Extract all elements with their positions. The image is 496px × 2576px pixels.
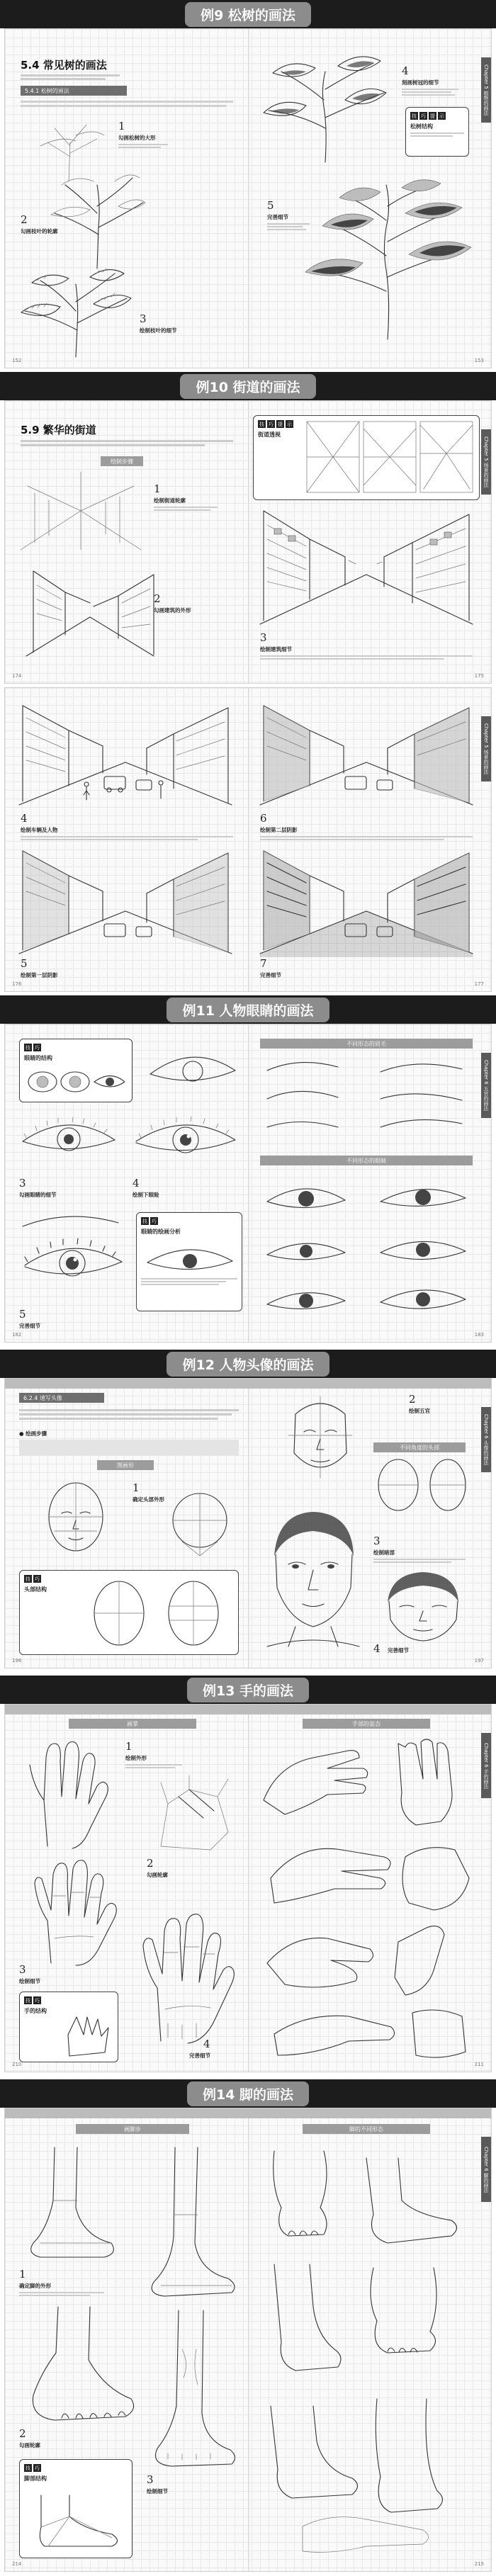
tip-box-head [19, 1570, 239, 1655]
hand-step4-sketch [133, 1903, 239, 2045]
step-caption: 绘制第一层阴影 [21, 972, 58, 978]
gutter [248, 401, 249, 683]
step-caption: 确定头部外形 [133, 1496, 164, 1503]
step-num: 1 [154, 482, 161, 495]
step-num: 3 [260, 631, 267, 644]
gutter [248, 688, 249, 991]
step-num: 1 [118, 120, 125, 132]
page-number: 177 [474, 981, 484, 987]
step-num: 4 [373, 1642, 381, 1655]
tip-icon: 技 [142, 1218, 147, 1224]
step-caption: 刻画树冠的细节 [402, 79, 439, 86]
tip-icon: 巧 [35, 1997, 40, 2004]
tip-heading: 眼睛的结构 [24, 1055, 52, 1061]
eye-step4-sketch [133, 1113, 239, 1170]
step-caption: 绘制第二层阴影 [260, 827, 298, 833]
hand-step1-sketch [19, 1736, 118, 1850]
page-number: 153 [474, 358, 484, 363]
step-num: 3 [140, 312, 147, 325]
step-num: 1 [19, 2268, 26, 2281]
banner-title: 例13 手的画法 [187, 1678, 309, 1702]
street-step1-sketch [21, 472, 141, 557]
step-caption: 完善细节 [260, 972, 281, 978]
street-step4-sketch [19, 702, 232, 808]
step-desc [402, 87, 458, 97]
tip-icon: 示 [439, 113, 444, 119]
banner-ex14 [0, 2079, 496, 2108]
step-caption: 绘制车辆及人物 [21, 827, 58, 833]
bar-angles: 不同角度的头部 [373, 1442, 466, 1452]
page-top-strip [5, 1379, 491, 1389]
step-caption: 绘制下眼睑 [133, 1192, 159, 1198]
page-number: 210 [12, 2062, 22, 2067]
hand-structure-diagram [62, 2013, 112, 2060]
step-caption: 勾画眼睛的细节 [19, 1192, 57, 1198]
street-step2-sketch [26, 564, 154, 663]
step-num: 1 [125, 1740, 133, 1753]
step-desc [21, 835, 233, 842]
section-title: 5.4 常见树的画法 [21, 59, 107, 72]
chapter-tab: Chapter 6 五官的画法 [481, 1053, 491, 1118]
step-caption: 绘制街道轮廓 [154, 497, 186, 504]
banner-title: 例12 人物头像的画法 [167, 1352, 329, 1377]
step-desc [19, 2290, 104, 2298]
tip-icon: 巧 [421, 113, 426, 119]
chapter-tab: Chapter 6 脚的画法 [481, 2137, 491, 2202]
spread-pine-tree [4, 28, 492, 368]
banner-title: 例10 街道的画法 [180, 374, 315, 399]
sub-bar: 6.2.4 速写头像 [19, 1393, 104, 1403]
tip-heading: 眼睛的绘画分析 [141, 1228, 181, 1235]
bullet-heading: ● 绘画步骤 [19, 1430, 47, 1437]
step-caption: 绘制建筑细节 [260, 646, 292, 653]
chapter-tab: Chapter 6 头像的画法 [481, 1407, 491, 1472]
step-num: 7 [260, 957, 267, 970]
tip-icon: 技 [26, 1576, 30, 1582]
eye-variations-sketches [260, 1173, 473, 1322]
tip-icon: 技 [26, 1044, 30, 1051]
tip-text [410, 132, 464, 137]
section-intro [21, 438, 233, 448]
step-num: 6 [260, 812, 267, 825]
step-num: 4 [133, 1177, 140, 1190]
step-desc [118, 142, 168, 149]
tip-icon: 巧 [35, 1576, 40, 1582]
tip-icon: 巧 [35, 2465, 40, 2471]
tip-icon: 巧 [35, 1044, 40, 1051]
step-caption: 绘制枝叶的细节 [140, 327, 177, 334]
step-caption: 勾画轮廓 [19, 2442, 40, 2448]
tip-icon: 提 [278, 421, 283, 427]
chapter-tab: Chapter 6 手的画法 [481, 1733, 491, 1798]
step-desc [267, 222, 310, 232]
step-caption: 绘制暗部 [373, 1549, 395, 1556]
intro-lines [21, 98, 233, 109]
bar-palm: 画掌 [69, 1719, 196, 1729]
spread-head [4, 1378, 492, 1668]
step-caption: 勾画轮廓 [147, 1872, 168, 1878]
step-caption: 勾画建筑的外形 [154, 607, 191, 614]
banner-ex12 [0, 1350, 496, 1378]
step-num: 4 [203, 2038, 210, 2050]
tip-icons [141, 1217, 237, 1225]
spread-eyes [4, 1024, 492, 1343]
bar-eyes: 不同形态的眼睛 [260, 1156, 473, 1165]
tip-icons [24, 1044, 128, 1051]
step-caption: 绘制细节 [19, 1978, 40, 1984]
head-step2-sketch [274, 1393, 366, 1485]
foot-structure-diagram [27, 2488, 126, 2552]
foot-step3-sketch [140, 2307, 239, 2470]
banner-title: 例14 脚的画法 [187, 2081, 309, 2106]
section-title: 5.9 繁华的街道 [21, 424, 96, 436]
tip-box-eye-structure [19, 1039, 133, 1102]
step-desc [373, 1557, 466, 1564]
banner-ex10 [0, 372, 496, 400]
page-number: 197 [474, 1658, 484, 1663]
tip-icon: 巧 [152, 1218, 157, 1224]
tip-heading: 手的结构 [24, 2008, 47, 2014]
step-num: 3 [373, 1535, 381, 1547]
page-number: 152 [12, 358, 22, 363]
street-step3-sketch [260, 507, 473, 628]
hand-construction-sketch [147, 1775, 239, 1853]
street-step5-sketch [19, 847, 232, 957]
tip-icons [24, 1996, 113, 2004]
tip-box-hand [19, 1992, 118, 2062]
step-caption: 确定脚的外形 [19, 2283, 51, 2289]
step-num: 5 [267, 199, 274, 212]
section-intro [19, 1407, 239, 1422]
head-step1-sketch [26, 1478, 125, 1563]
tip-icon: 技 [412, 113, 417, 119]
step-num: 3 [147, 2473, 154, 2486]
tip-icons [410, 112, 464, 120]
spread-hands [4, 1704, 492, 2072]
head-construction-sketch [161, 1485, 239, 1563]
step-num: 3 [19, 1963, 26, 1976]
tip-icon: 巧 [269, 421, 274, 427]
sub-bar: 5.4.1 松树的画法 [21, 86, 127, 96]
chapter-tab: Chapter 5 场景的画法 [481, 429, 491, 495]
eye-step5-sketch [19, 1212, 125, 1304]
gutter [248, 1705, 249, 2072]
tip-heading: 头部结构 [24, 1586, 47, 1593]
chapter-tab: Chapter 5 植物的画法 [481, 57, 491, 123]
banner-ex13 [0, 1676, 496, 1704]
note-box [19, 1440, 239, 1455]
tip-heading: 脚部结构 [24, 2475, 47, 2482]
step-caption: 勾画枝叶的轮廓 [21, 228, 58, 235]
head-angles-sketch [373, 1457, 473, 1513]
step-caption: 勾画松树的大形 [118, 135, 156, 141]
page-number: 174 [12, 673, 22, 679]
bar-foot-forms: 脚的不同形态 [303, 2124, 430, 2134]
foot-step2-sketch [19, 2303, 140, 2424]
tip-box-foot [19, 2459, 133, 2558]
page-number: 214 [12, 2561, 22, 2567]
page-number: 196 [12, 1658, 22, 1663]
tip-icon: 提 [430, 113, 435, 119]
step-desc [125, 1763, 182, 1770]
head-step3-sketch [260, 1506, 366, 1648]
page-number: 182 [12, 1332, 22, 1338]
step-desc [154, 505, 218, 512]
step-num: 2 [147, 1857, 154, 1870]
page-number: 183 [474, 1332, 484, 1338]
gutter [248, 1024, 249, 1342]
tip-icon: 示 [287, 421, 292, 427]
spread-street-1 [4, 400, 492, 684]
step-num: 5 [21, 957, 28, 970]
bullet-text: 绘画步骤 [26, 1430, 47, 1437]
step-desc [260, 835, 473, 842]
gutter [248, 1379, 249, 1668]
tip-text [141, 1278, 237, 1285]
page-number: 211 [474, 2062, 484, 2067]
foot-step1-sketch [19, 2144, 125, 2264]
step-caption: 完善细节 [189, 2052, 210, 2059]
step-desc [260, 654, 473, 661]
step-caption: 完善细节 [388, 1647, 409, 1654]
banner-title: 例11 人物眼睛的画法 [167, 998, 329, 1022]
banner-ex11 [0, 995, 496, 1024]
step-num: 4 [402, 64, 409, 77]
pine-step2-sketch [47, 164, 147, 270]
step-caption: 绘制细节 [147, 2488, 168, 2495]
foot-forms-sketches [260, 2144, 473, 2562]
street-step6-sketch [260, 702, 473, 808]
page-number: 175 [474, 673, 484, 679]
step-num: 1 [133, 1481, 140, 1494]
gutter [248, 2108, 249, 2571]
step-num: 4 [21, 812, 28, 825]
step-num: 2 [19, 2427, 26, 2440]
bar-foot-steps: 画脚步 [76, 2124, 189, 2134]
tip-heading: 街道透视 [258, 431, 281, 438]
pine-step3-sketch [19, 263, 133, 358]
bar-eyebrows: 不同形态的眉毛 [260, 1039, 473, 1049]
spread-street-2 [4, 687, 492, 992]
banner-ex9 [0, 0, 496, 28]
step-caption: 绘制五官 [409, 1408, 430, 1414]
eyebrow-sketches [260, 1056, 473, 1148]
tip-box-street [253, 415, 480, 500]
step-caption: 完善细节 [19, 1323, 40, 1329]
bar-outline: 图画形 [97, 1460, 154, 1470]
foot-side-sketch [133, 2144, 239, 2300]
step-num: 5 [19, 1308, 26, 1321]
hand-step2-sketch [26, 1853, 133, 1967]
chapter-tab: Chapter 5 场景的画法 [481, 716, 491, 781]
gutter [248, 29, 249, 368]
step-caption: 完善细节 [267, 214, 288, 220]
tip-icon: 技 [259, 421, 264, 427]
page-top-strip [5, 2108, 491, 2118]
eye-structure-diagrams [27, 1066, 126, 1098]
perspective-diagrams [307, 422, 473, 492]
page-top-strip [5, 1705, 491, 1714]
head-structure-diagrams [84, 1578, 232, 1649]
step-caption: 绘制外形 [125, 1755, 147, 1761]
street-final-sketch [260, 847, 473, 957]
bar-poses: 手部的姿态 [303, 1719, 430, 1729]
tip-heading: 松树结构 [410, 123, 433, 130]
eye-step3-sketch [19, 1113, 118, 1170]
step-num: 2 [154, 592, 161, 605]
banner-title: 例9 松树的画法 [185, 2, 311, 27]
eye-step2-sketch [147, 1046, 239, 1095]
step-num: 2 [21, 213, 28, 226]
sub-bar: 绘制步骤 [101, 456, 143, 466]
page-number: 215 [474, 2561, 484, 2567]
tip-icon: 技 [26, 1997, 30, 2004]
head-step4-sketch [377, 1570, 469, 1641]
step-num: 2 [409, 1393, 416, 1406]
tip-box-pine [405, 107, 469, 157]
page-number: 176 [12, 981, 22, 987]
tip-box-eye-analysis [136, 1212, 242, 1311]
pine-step4-sketch [260, 50, 388, 164]
spread-feet [4, 2108, 492, 2572]
step-num: 3 [19, 1177, 26, 1190]
eye-analysis-sketch [144, 1241, 236, 1277]
tip-icon: 技 [26, 2465, 30, 2471]
section-intro [21, 73, 127, 81]
pine-final-sketch [303, 171, 473, 341]
tip-icons [24, 2464, 128, 2472]
hand-poses-sketches [257, 1736, 476, 2062]
